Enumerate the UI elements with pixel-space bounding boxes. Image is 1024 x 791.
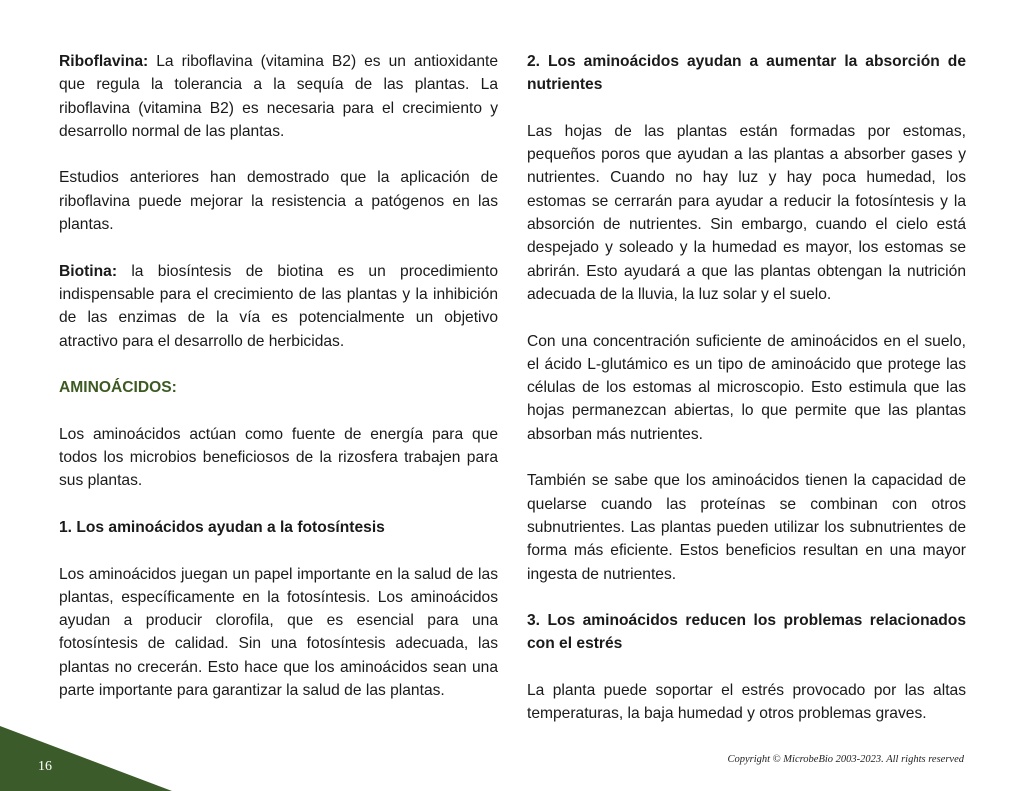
section-3-paragraph: La planta puede soportar el estrés provocado por las altas temperaturas, la baja humedad y otros problemas graves. — [527, 682, 966, 723]
left-column — [59, 50, 498, 702]
aminoacidos-intro: Los aminoácidos actúan como fuente de energía para que todos los microbios beneficiosos de la rizosfera trabajen para sus plantas. — [59, 425, 498, 490]
aminoacidos-heading: AMINOÁCIDOS: — [59, 379, 177, 397]
right-column — [527, 50, 966, 726]
section-3-heading: 3. Los aminoácidos reducen los problemas relacionados con el estrés — [527, 612, 966, 653]
biotina-text: la biosíntesis de biotina es un procedimiento indispensable para el crecimiento de las plantas y la inhibición de las enzimas de la vía es potencialmente un objetivo atractivo para el desarrollo de herbicidas. — [59, 262, 498, 350]
section-1-heading: 1. Los aminoácidos ayudan a la fotosíntesis — [59, 518, 385, 536]
page-number: 16 — [38, 759, 52, 774]
section-2-paragraph-a: Las hojas de las plantas están formadas por estomas, pequeños poros que ayudan a las plantas a absorber gases y nutrientes. Cuando no hay luz y hay poca humedad, los estomas se cerrarán para ayudar a reducir la fotosíntesis y la absorción de nutrientes. Sin embargo, cuando el cielo está despejado y soleado y la humedad es mayor, los estomas se abrirán. Esto ayudará a que las plantas obtengan la nutrición adecuada de la lluvia, la luz solar y el suelo. — [527, 122, 966, 303]
biotina-label: Biotina: — [59, 262, 118, 280]
section-1-paragraph: Los aminoácidos juegan un papel importante en la salud de las plantas, específicamente en la fotosíntesis. Los aminoácidos ayudan a producir clorofila, que es esencial para una fotosíntesis de calidad. Sin una fotosíntesis adecuada, las plantas no crecerán. Esto hace que los aminoácidos sean una parte importante para garantizar la salud de las plantas. — [59, 565, 498, 700]
section-2-paragraph-b: Con una concentración suficiente de aminoácidos en el suelo, el ácido L-glutámico es un tipo de aminoácido que protege las células de los estomas al microscopio. Esto estimula que las hojas permanezcan abiertas, lo que permite que las plantas absorban más nutrientes. — [527, 332, 966, 443]
section-2-heading: 2. Los aminoácidos ayudan a aumentar la absorción de nutrientes — [527, 53, 966, 94]
riboflavina-text: La riboflavina (vitamina B2) es un antioxidante que regula la tolerancia a la sequía de las plantas. La riboflavina (vitamina B2) es necesaria para el crecimiento y desarrollo normal de las plantas. — [59, 53, 498, 140]
riboflavina-paragraph — [59, 50, 498, 143]
copyright-notice: Copyright © MicrobeBio 2003-2023. All rights reserved — [727, 754, 964, 765]
corner-accent-triangle — [0, 726, 172, 791]
estudios-paragraph: Estudios anteriores han demostrado que la aplicación de riboflavina puede mejorar la resistencia a patógenos en las plantas. — [59, 169, 498, 234]
biotina-paragraph — [59, 260, 498, 353]
section-2-paragraph-c: También se sabe que los aminoácidos tienen la capacidad de quelarse cuando las proteínas se combinan con otros subnutrientes. Las plantas pueden utilizar los subnutrientes de forma más eficiente. Estos beneficios resultan en una mayor ingesta de nutrientes. — [527, 472, 966, 583]
riboflavina-label: Riboflavina: — [59, 53, 149, 70]
